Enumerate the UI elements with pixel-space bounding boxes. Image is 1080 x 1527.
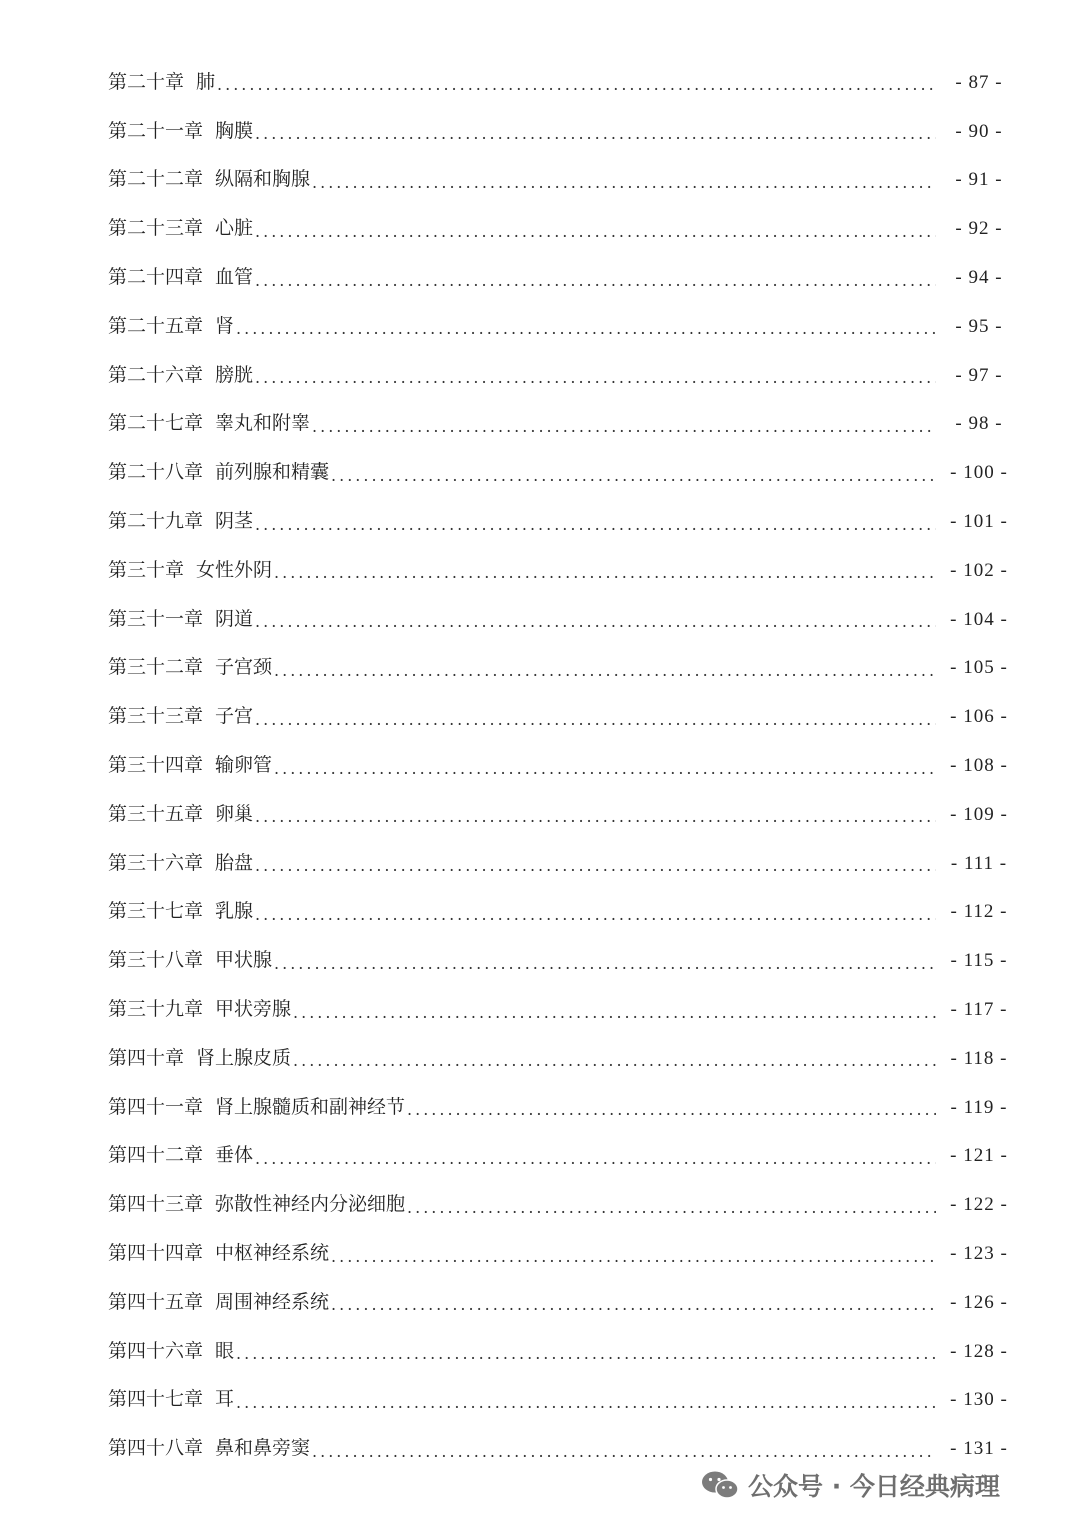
- toc-entry[interactable]: [108, 1376, 1016, 1425]
- chapter-number: 第三十章: [108, 558, 185, 581]
- chapter-title: 子宫颈: [215, 656, 273, 679]
- watermark-text: 公众号 · 今日经典病理: [748, 1472, 1000, 1501]
- toc-entry[interactable]: [108, 839, 1016, 888]
- chapter-title: 前列腺和精囊: [215, 461, 330, 484]
- chapter-number: 第三十七章: [108, 900, 204, 923]
- chapter-number: 第三十八章: [108, 949, 204, 972]
- chapter-number: 第三十五章: [108, 802, 204, 825]
- chapter-number: 第三十四章: [108, 754, 204, 777]
- toc-entry[interactable]: [108, 546, 1016, 595]
- page-number: - 92 -: [955, 218, 1003, 240]
- page-number: - 123 -: [950, 1243, 1008, 1265]
- dot-leader: [274, 956, 936, 972]
- watermark: [700, 1465, 1000, 1505]
- toc-entry[interactable]: [108, 497, 1016, 546]
- page-number: - 105 -: [950, 657, 1008, 679]
- chapter-title: 心脏: [215, 217, 254, 240]
- page-number: - 112 -: [950, 901, 1008, 923]
- dot-leader: [255, 370, 936, 386]
- toc-entry[interactable]: [108, 1132, 1016, 1181]
- chapter-number: 第四十七章: [108, 1388, 204, 1411]
- chapter-number: 第二十四章: [108, 266, 204, 289]
- toc-entry[interactable]: [108, 985, 1016, 1034]
- page-number: - 109 -: [950, 803, 1008, 825]
- chapter-number: 第三十六章: [108, 851, 204, 874]
- page-number: - 118 -: [950, 1047, 1008, 1069]
- dot-leader: [255, 224, 936, 240]
- toc-entry[interactable]: [108, 1278, 1016, 1327]
- chapter-title: 胎盘: [215, 851, 254, 874]
- page-number: - 87 -: [955, 71, 1003, 93]
- dot-leader: [407, 1200, 936, 1216]
- page-number: - 95 -: [955, 315, 1003, 337]
- chapter-number: 第二十五章: [108, 314, 204, 337]
- toc-entry[interactable]: [108, 400, 1016, 449]
- chapter-title: 女性外阴: [196, 558, 273, 581]
- chapter-title: 血管: [215, 266, 254, 289]
- chapter-title: 输卵管: [215, 754, 273, 777]
- toc-entry[interactable]: [108, 888, 1016, 937]
- toc-entry[interactable]: [108, 253, 1016, 302]
- page-number: - 115 -: [950, 950, 1008, 972]
- toc-entry[interactable]: [108, 1327, 1016, 1376]
- toc-entry[interactable]: [108, 1034, 1016, 1083]
- chapter-title: 眼: [215, 1339, 235, 1362]
- chapter-number: 第四十四章: [108, 1242, 204, 1265]
- toc-entry[interactable]: [108, 448, 1016, 497]
- toc-entry[interactable]: [108, 58, 1016, 107]
- chapter-number: 第二十一章: [108, 119, 204, 142]
- wechat-icon: [700, 1469, 740, 1501]
- dot-leader: [255, 1151, 936, 1167]
- toc-entry[interactable]: [108, 644, 1016, 693]
- page-number: - 104 -: [950, 608, 1008, 630]
- chapter-number: 第四十二章: [108, 1144, 204, 1167]
- chapter-number: 第四十八章: [108, 1437, 204, 1460]
- page-number: - 98 -: [955, 413, 1003, 435]
- chapter-number: 第三十一章: [108, 607, 204, 630]
- chapter-number: 第二十二章: [108, 168, 204, 191]
- page-number: - 128 -: [950, 1340, 1008, 1362]
- chapter-title: 耳: [215, 1388, 235, 1411]
- page-number: - 130 -: [950, 1389, 1008, 1411]
- chapter-title: 中枢神经系统: [215, 1242, 330, 1265]
- chapter-number: 第二十八章: [108, 461, 204, 484]
- toc-entry[interactable]: [108, 1180, 1016, 1229]
- page-number: - 119 -: [950, 1096, 1008, 1118]
- chapter-title: 周围神经系统: [215, 1290, 330, 1313]
- dot-leader: [255, 614, 936, 630]
- chapter-number: 第四十六章: [108, 1339, 204, 1362]
- page-number: - 91 -: [955, 169, 1003, 191]
- chapter-number: 第三十九章: [108, 998, 204, 1021]
- dot-leader: [255, 712, 936, 728]
- page-number: - 106 -: [950, 706, 1008, 728]
- dot-leader: [274, 663, 936, 679]
- chapter-number: 第二十章: [108, 70, 185, 93]
- chapter-title: 乳腺: [215, 900, 254, 923]
- chapter-title: 子宫: [215, 705, 254, 728]
- page-number: - 101 -: [950, 511, 1008, 533]
- table-of-contents: [108, 58, 1016, 1473]
- chapter-number: 第二十六章: [108, 363, 204, 386]
- dot-leader: [255, 517, 936, 533]
- chapter-title: 阴茎: [215, 510, 254, 533]
- page-number: - 100 -: [950, 462, 1008, 484]
- toc-entry[interactable]: [108, 741, 1016, 790]
- chapter-title: 甲状腺: [215, 949, 273, 972]
- page-number: - 122 -: [950, 1194, 1008, 1216]
- chapter-number: 第四十一章: [108, 1095, 204, 1118]
- dot-leader: [293, 1005, 936, 1021]
- dot-leader: [255, 809, 936, 825]
- toc-entry[interactable]: [108, 1229, 1016, 1278]
- dot-leader: [236, 1346, 936, 1362]
- chapter-title: 肾上腺髓质和副神经节: [215, 1095, 406, 1118]
- chapter-title: 卵巢: [215, 802, 254, 825]
- toc-entry[interactable]: [108, 790, 1016, 839]
- toc-entry[interactable]: [108, 302, 1016, 351]
- page-number: - 121 -: [950, 1145, 1008, 1167]
- dot-leader: [255, 273, 936, 289]
- chapter-title: 弥散性神经内分泌细胞: [215, 1193, 406, 1216]
- dot-leader: [274, 761, 936, 777]
- toc-entry[interactable]: [108, 595, 1016, 644]
- chapter-title: 胸膜: [215, 119, 254, 142]
- dot-leader: [255, 907, 936, 923]
- toc-entry[interactable]: [108, 107, 1016, 156]
- chapter-title: 阴道: [215, 607, 254, 630]
- chapter-title: 膀胱: [215, 363, 254, 386]
- toc-entry[interactable]: [108, 156, 1016, 205]
- chapter-title: 甲状旁腺: [215, 998, 292, 1021]
- chapter-number: 第四十五章: [108, 1290, 204, 1313]
- chapter-number: 第二十三章: [108, 217, 204, 240]
- dot-leader: [236, 1395, 936, 1411]
- page-number: - 94 -: [955, 267, 1003, 289]
- chapter-number: 第四十三章: [108, 1193, 204, 1216]
- dot-leader: [217, 77, 936, 93]
- toc-entry[interactable]: [108, 936, 1016, 985]
- toc-entry[interactable]: [108, 204, 1016, 253]
- page-number: - 97 -: [955, 364, 1003, 386]
- toc-entry[interactable]: [108, 692, 1016, 741]
- chapter-title: 睾丸和附睾: [215, 412, 311, 435]
- chapter-title: 肾: [215, 314, 235, 337]
- toc-entry[interactable]: [108, 1083, 1016, 1132]
- dot-leader: [312, 1444, 936, 1460]
- toc-entry[interactable]: [108, 351, 1016, 400]
- chapter-number: 第四十章: [108, 1046, 185, 1069]
- dot-leader: [407, 1102, 936, 1118]
- dot-leader: [274, 565, 936, 581]
- page-number: - 90 -: [955, 120, 1003, 142]
- page-number: - 102 -: [950, 559, 1008, 581]
- dot-leader: [331, 1249, 936, 1265]
- dot-leader: [331, 1297, 936, 1313]
- page-number: - 117 -: [950, 999, 1008, 1021]
- chapter-title: 垂体: [215, 1144, 254, 1167]
- dot-leader: [331, 468, 936, 484]
- chapter-number: 第三十二章: [108, 656, 204, 679]
- chapter-title: 肾上腺皮质: [196, 1046, 292, 1069]
- dot-leader: [293, 1053, 936, 1069]
- page-number: - 108 -: [950, 755, 1008, 777]
- page-number: - 111 -: [950, 852, 1008, 874]
- dot-leader: [312, 175, 936, 191]
- dot-leader: [312, 419, 936, 435]
- dot-leader: [236, 321, 936, 337]
- dot-leader: [255, 126, 936, 142]
- page-number: - 126 -: [950, 1291, 1008, 1313]
- dot-leader: [255, 858, 936, 874]
- page-number: - 131 -: [950, 1438, 1008, 1460]
- chapter-number: 第二十七章: [108, 412, 204, 435]
- chapter-title: 肺: [196, 70, 216, 93]
- chapter-title: 纵隔和胸腺: [215, 168, 311, 191]
- chapter-number: 第三十三章: [108, 705, 204, 728]
- chapter-title: 鼻和鼻旁窦: [215, 1437, 311, 1460]
- chapter-number: 第二十九章: [108, 510, 204, 533]
